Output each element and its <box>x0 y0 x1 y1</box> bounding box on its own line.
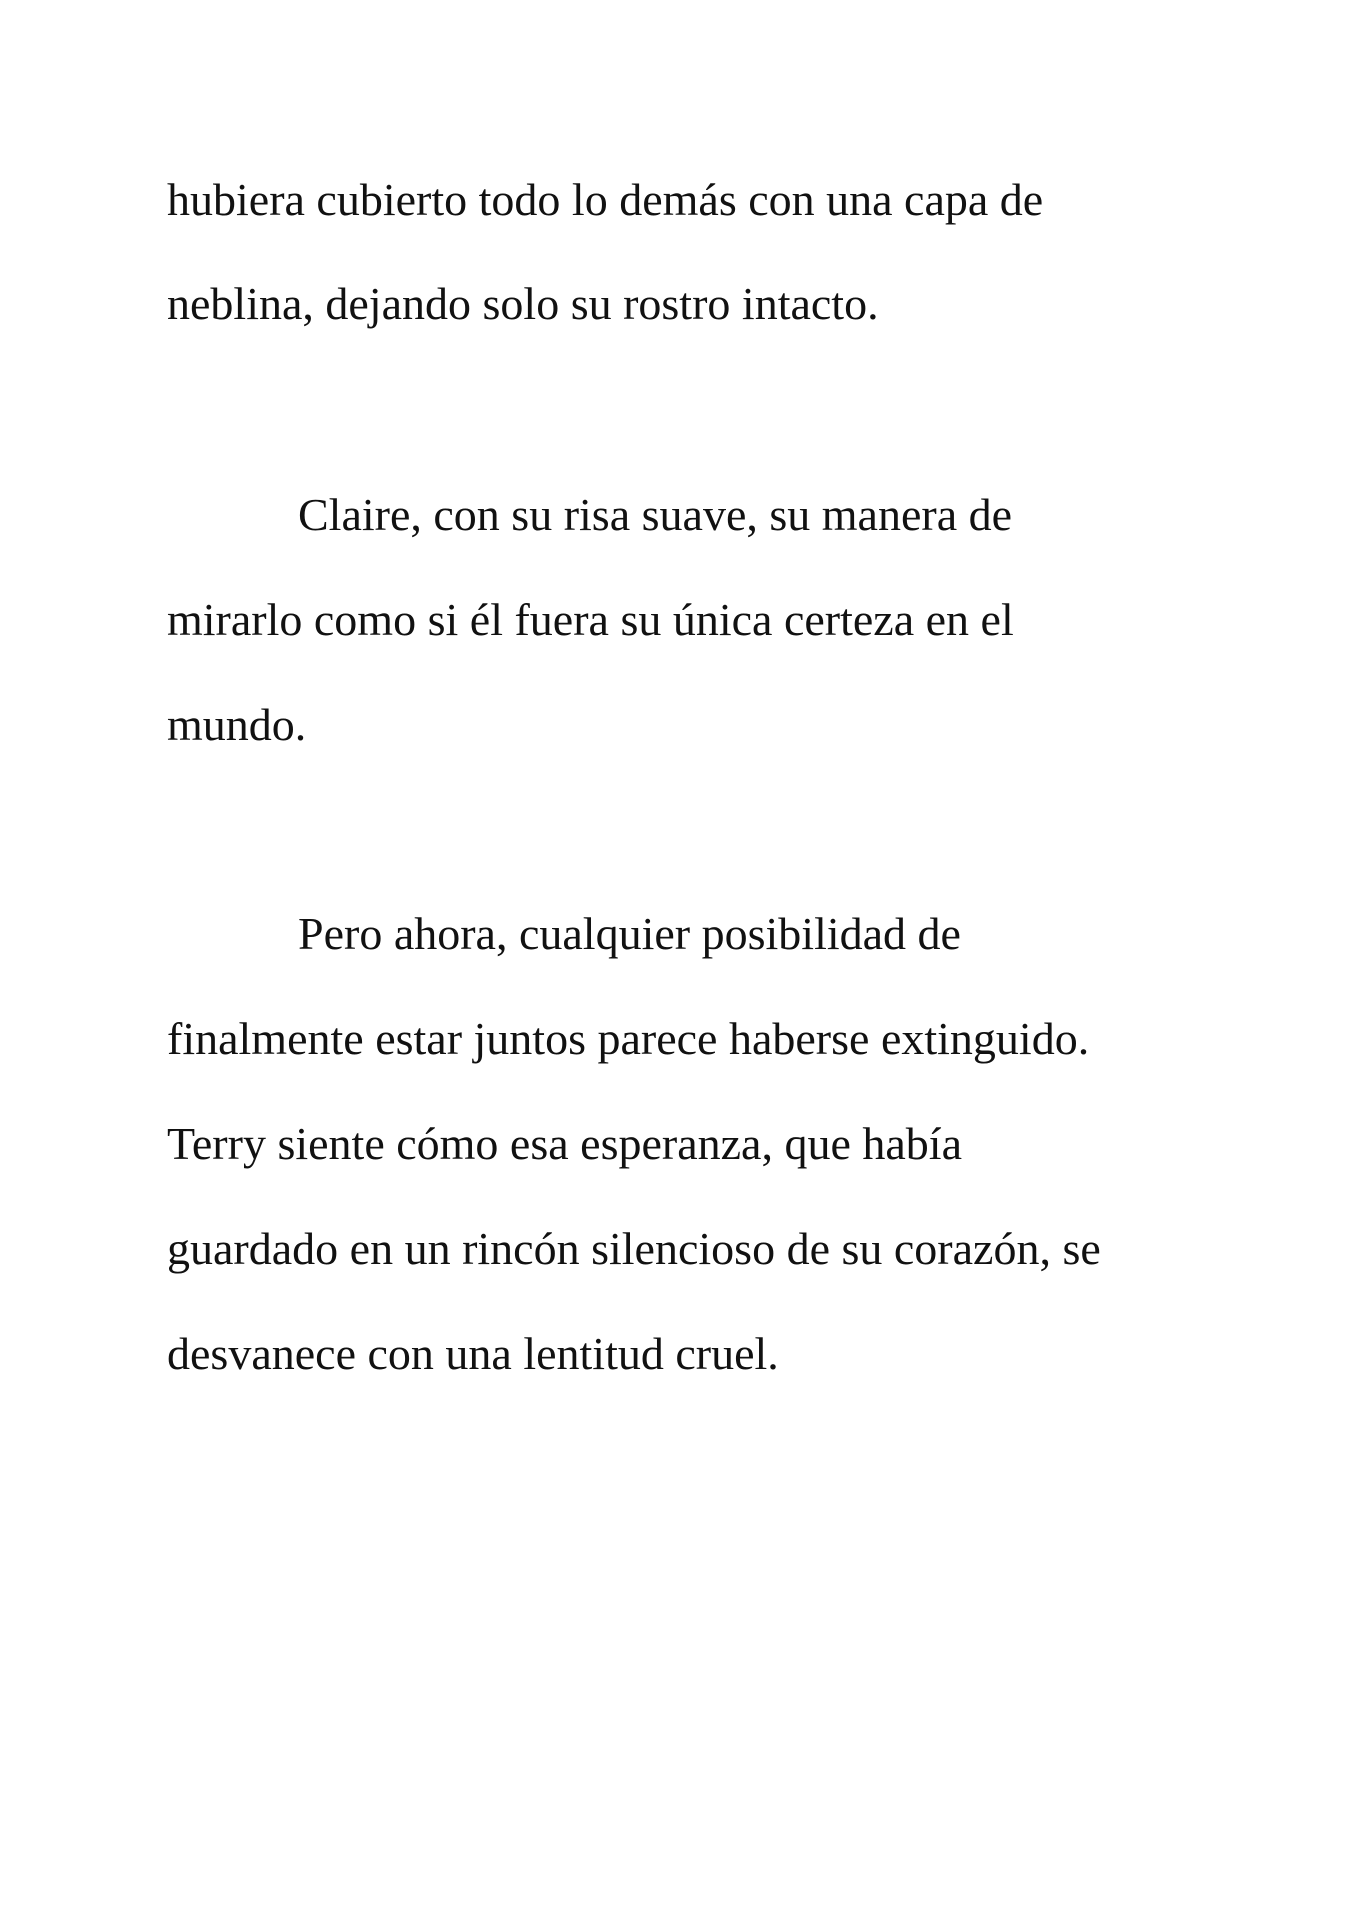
text-line: finalmente estar juntos parece haberse extinguido. <box>167 1013 1090 1064</box>
text-line: mundo. <box>167 699 307 750</box>
text-line: neblina, dejando solo su rostro intacto. <box>167 278 879 329</box>
text-line: Pero ahora, cualquier posibilidad de <box>298 908 961 959</box>
text-line: mirarlo como si él fuera su única certeza en el <box>167 594 1014 645</box>
text-line: Terry siente cómo esa esperanza, que había <box>167 1118 963 1169</box>
text-line: guardado en un rincón silencioso de su corazón, se <box>167 1223 1101 1274</box>
text-line: desvanece con una lentitud cruel. <box>167 1328 779 1379</box>
text-line: hubiera cubierto todo lo demás con una capa de <box>167 174 1044 225</box>
text-line: Claire, con su risa suave, su manera de <box>298 489 1013 540</box>
